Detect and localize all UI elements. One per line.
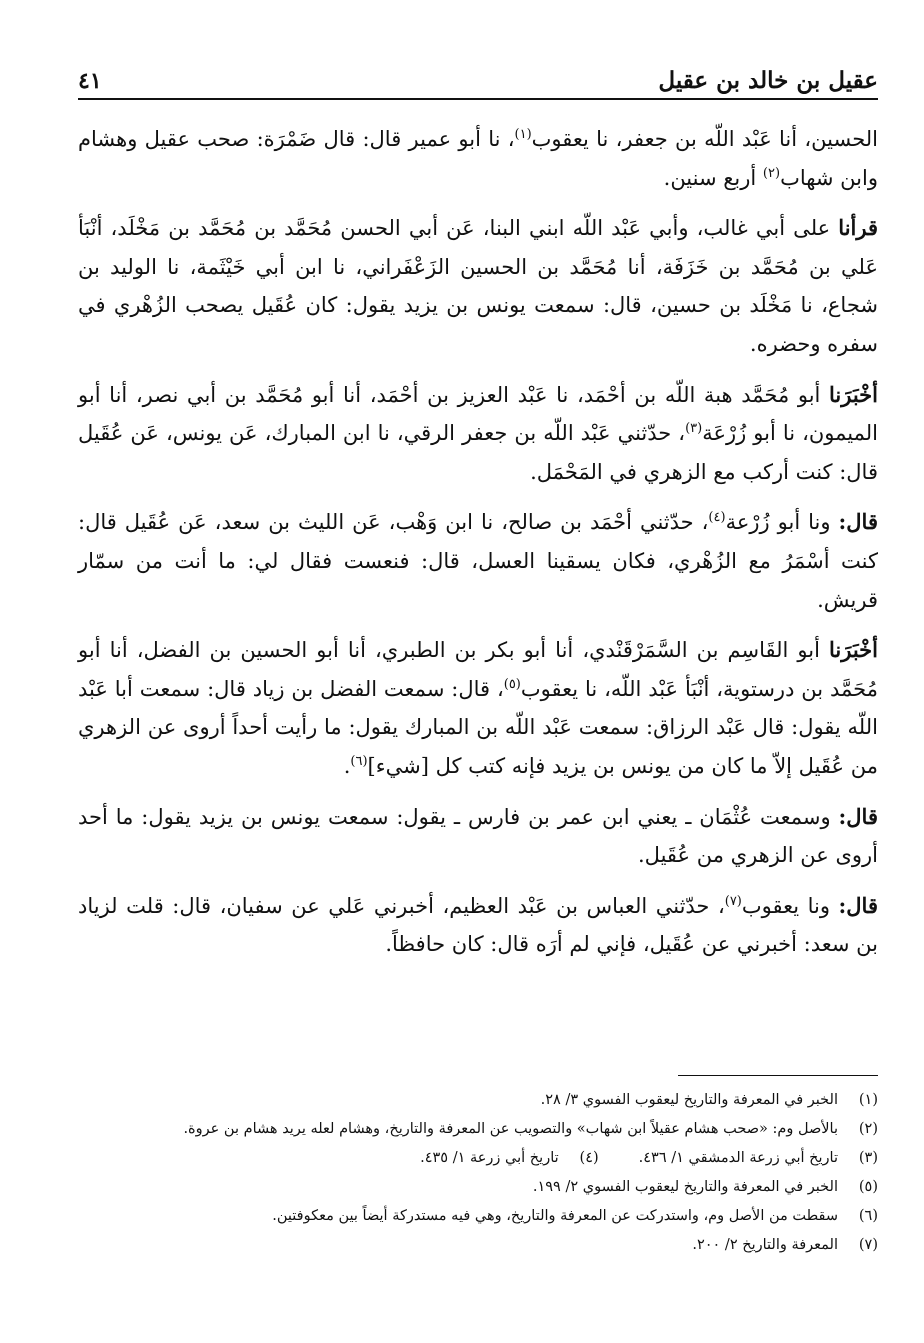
footnotes [78, 1086, 878, 1260]
footnote-number: (٢) [858, 1121, 878, 1137]
footnote-marker: (٤) [708, 510, 726, 526]
text-run: ، نا أبو عمير قال: قال ضَمْرَة: صحب عقيل وهشام وابن شهاب [78, 127, 878, 190]
text-run: الحسين، أنا عَبْد اللّه بن جعفر، نا يعقوب [531, 127, 879, 151]
text-run: ، قال: سمعت الفضل بن زياد قال: سمعت أبا عَبْد اللّه يقول: قال عَبْد الرزاق: سمعت عَبْد اللّه بن المبارك يقول: ما رأيت أحداً أروى عن الزهري من عُقَيل إلاّ ما كان من يونس بن يزيد فإنه كتب كل [شيء] [78, 676, 878, 778]
footnote-item [78, 1202, 878, 1231]
footnote-number: (٥) [858, 1179, 878, 1195]
footnote-text: تاريخ أبي زرعة الدمشقي ١/ ٤٣٦. [638, 1150, 838, 1166]
paragraph-lead-word: أخْبَرَنا [829, 381, 878, 407]
running-title: عقيل بن خالد بن عقيل [658, 67, 878, 94]
text-run: أبو القَاسِم بن السَّمَرْقَنْدي، أنا أبو بكر بن الطبري، أنا أبو الحسين بن الفضل، أنا أبو مُحَمَّد بن درستوية، أنْبَأ عَبْد اللّه، نا يعقوب [78, 638, 878, 701]
footnote-text: تاريخ أبي زرعة ١/ ٤٣٥. [420, 1150, 559, 1166]
footnote-item [78, 1115, 878, 1144]
footnote-marker: (٦) [350, 753, 368, 769]
footnote-marker: (٥) [503, 676, 521, 692]
paragraph-lead-word: أخْبَرَنا [829, 637, 878, 663]
text-paragraph [78, 631, 878, 785]
footnote-item [78, 1144, 878, 1173]
footnote-number: (٧) [858, 1237, 878, 1253]
text-run: أبو مُحَمَّد هبة اللّه بن أحْمَد، نا عَبْد العزيز بن أحْمَد، أنا أبو مُحَمَّد بن أبي نصر، أنا أبو الميمون، نا أبو زُرْعَة [78, 382, 878, 446]
text-run: . [343, 753, 351, 778]
footnote-text: سقطت من الأصل وم، واستدركت عن المعرفة والتاريخ، وهي فيه مستدركة أيضاً بين معكوفتين. [272, 1208, 838, 1224]
text-run: ، حدّثني عَبْد اللّه بن جعفر الرقي، نا ابن المبارك، عَن يونس، عَن عُقَيل قال: كنت أركب مع الزهري في المَحْمَل. [78, 421, 878, 484]
footnote-text: بالأصل وم: «صحب هشام عقيلاً ابن شهاب» والتصويب عن المعرفة والتاريخ، وهشام لعله يريد هشام بن عروة. [183, 1121, 838, 1137]
text-run: ، حدّثني العباس بن عَبْد العظيم، أخبرني عَلي عن سفيان، قال: قلت لزياد بن سعد: أخبرني عن عُقَيل، فإني لم أرَه قال: كان حافظاً. [78, 893, 878, 957]
text-paragraph [78, 120, 878, 197]
footnote-marker: (٧) [724, 893, 742, 909]
page-header [78, 58, 878, 100]
footnote-pair [420, 1144, 599, 1173]
paragraph-lead-word: قال: [838, 509, 878, 535]
footnote-marker: (٣) [685, 421, 703, 437]
footnote-marker: (١) [514, 127, 532, 142]
text-paragraph [78, 376, 878, 492]
paragraph-lead-word: قال: [838, 892, 878, 918]
footnote-number: (٣) [858, 1150, 878, 1166]
text-run: أربع سنين. [663, 165, 763, 190]
paragraph-lead-word: قال: [838, 803, 878, 829]
text-paragraph [78, 798, 878, 875]
footnote-marker: (٢) [762, 165, 781, 181]
text-run: ونا يعقوب [741, 893, 839, 918]
main-text [78, 120, 878, 976]
footnote-divider [678, 1075, 878, 1076]
text-run: ، حدّثني أحْمَد بن صالح، نا ابن وَهْب، عَن الليث بن سعد، عَن عُقَيل قال: كنت أسْمَرُ مع الزُهْري، فكان يسقينا العسل، قال: فنعست فقال لي: ما أنت من سمّار قريش. [78, 510, 878, 612]
text-run: وسمعت عُثْمَان ـ يعني ابن عمر بن فارس ـ يقول: سمعت يونس بن يزيد يقول: ما أحد أروى عن الزهري من عُقَيل. [78, 804, 878, 868]
text-run: على أبي غالب، وأبي عَبْد اللّه ابني البنا، عَن أبي الحسن مُحَمَّد بن مُحَمَّد بن مَخْلَد، أنْبَأ عَلي بن مُحَمَّد بن خَزَفَة، أنا مُحَمَّد بن الحسين الزَعْفَراني، نا ابن أبي خَيْثَمة، نا الوليد بن شجاع، نا مَخْلَد بن حسين، قال: سمعت يونس بن يزيد يقول: كان عُقَيل يصحب الزُهْري في سفره وحضره. [78, 216, 878, 356]
text-paragraph [78, 503, 878, 619]
text-run: ونا أبو زُرْعة [725, 510, 839, 535]
page-number: ٤١ [78, 68, 102, 94]
footnote-item [78, 1086, 878, 1115]
footnote-pair [639, 1144, 878, 1173]
text-paragraph [78, 209, 878, 363]
footnote-number: (١) [858, 1092, 878, 1108]
footnote-text: الخبر في المعرفة والتاريخ ليعقوب الفسوي ٣/ ٢٨. [540, 1092, 838, 1108]
footnote-text: الخبر في المعرفة والتاريخ ليعقوب الفسوي ٢/ ١٩٩. [532, 1179, 838, 1195]
footnote-item [78, 1173, 878, 1202]
footnote-item [78, 1231, 878, 1260]
footnote-number: (٤) [579, 1150, 599, 1166]
footnote-text: المعرفة والتاريخ ٢/ ٢٠٠. [692, 1237, 838, 1253]
footnote-number: (٦) [858, 1208, 878, 1224]
paragraph-lead-word: قرأنا [838, 215, 878, 241]
text-paragraph [78, 887, 878, 964]
